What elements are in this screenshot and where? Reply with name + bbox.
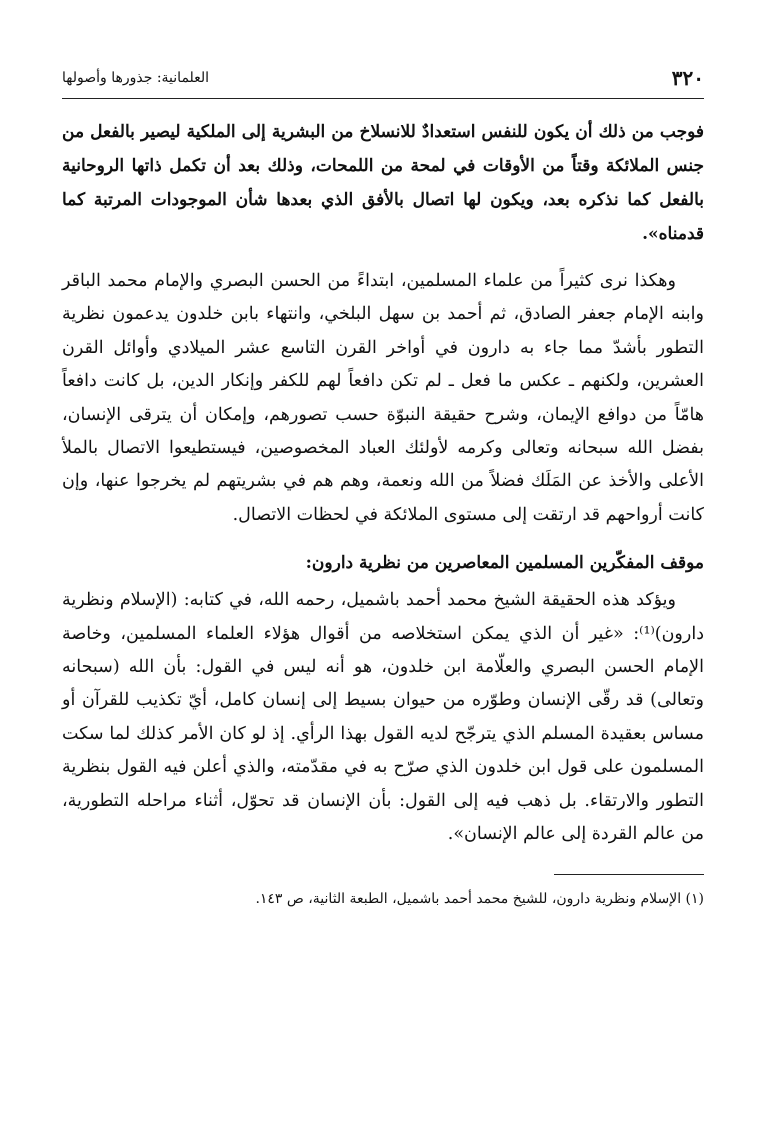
- book-title: العلمانية: جذورها وأصولها: [62, 70, 210, 86]
- body-paragraph: ويؤكد هذه الحقيقة الشيخ محمد أحمد باشميل، رحمه الله، في كتابه: (الإسلام ونظرية دارون)⁽¹⁾: «غير أن الذي يمكن استخلاصه من أقوال هؤلاء العلماء المسلمين، وخاصة الإمام الحسن البصري والعلّامة ابن خلدون، هو أنه ليس في القول: بأن الله (سبحانه وتعالى) قد رقّى الإنسان وطوّره من حيوان بسيط إلى إنسان كامل، أيّ تكذيب للقرآن أو مساس بعقيدة المسلم الذي يترجّح لديه القول بهذا الرأي. إذ لو كان الأمر كذلك لما سكت المسلمون على قول ابن خلدون الذي صرّح به في مقدّمته، والذي أعلن فيه القول بنظرية التطور والارتقاء. بل ذهب فيه إلى القول: بأن الإنسان قد تحوّل، أثناء مراحله التطورية، من عالم القردة إلى عالم الإنسان».: [62, 590, 704, 845]
- body-paragraph: وهكذا نرى كثيراً من علماء المسلمين، ابتداءً من الحسن البصري والإمام محمد الباقر وابنه الإمام جعفر الصادق، ثم أحمد بن سهل البلخي، وانتهاء بابن خلدون يدعمون نظرية التطور بأشدّ مما جاء به دارون في أواخر القرن التاسع عشر الميلادي وأوائل القرن العشرين، ولكنهم ـ عكس ما فعل ـ لم تكن دافعاً لهم للكفر وإنكار الدين، بل كانت دافعاً هامّاً من دوافع الإيمان، وشرح حقيقة النبوّة حسب تصورهم، وإمكان أن يترقى الإنسان، بفضل الله سبحانه وتعالى وكرمه لأولئك العباد المخصوصين، فيستطيعوا الاتصال بالملأ الأعلى والأخذ عن المَلَك فضلاً من الله ونعمة، وهم هم في بشريتهم لم يخرجوا عنها، وإن كانت أرواحهم قد ارتقت إلى مستوى الملائكة في لحظات الاتصال.: [62, 271, 704, 525]
- book-page: [62, 62, 704, 911]
- quoted-paragraph: فوجب من ذلك أن يكون للنفس استعدادٌ للانسلاخ من البشرية إلى الملكية ليصير بالفعل من جنس الملائكة وقتاً من الأوقات في لمحة من اللمحات، وذلك بعد أن تكمل ذاتها الروحانية بالفعل كما نذكره بعد، ويكون لها اتصال بالأفق الذي بعدها شأن الموجودات المرتبة كما قدمناه».: [62, 122, 704, 244]
- page-number: ٣٢٠: [671, 66, 704, 90]
- page-body: [62, 115, 704, 852]
- running-header: [62, 62, 704, 99]
- section-heading: موقف المفكّرين المسلمين المعاصرين من نظرية دارون:: [305, 553, 704, 574]
- footnote-divider: [554, 874, 704, 875]
- footnote: (١) الإسلام ونظرية دارون، للشيخ محمد أحمد باشميل، الطبعة الثانية، ص ١٤٣.: [255, 890, 704, 907]
